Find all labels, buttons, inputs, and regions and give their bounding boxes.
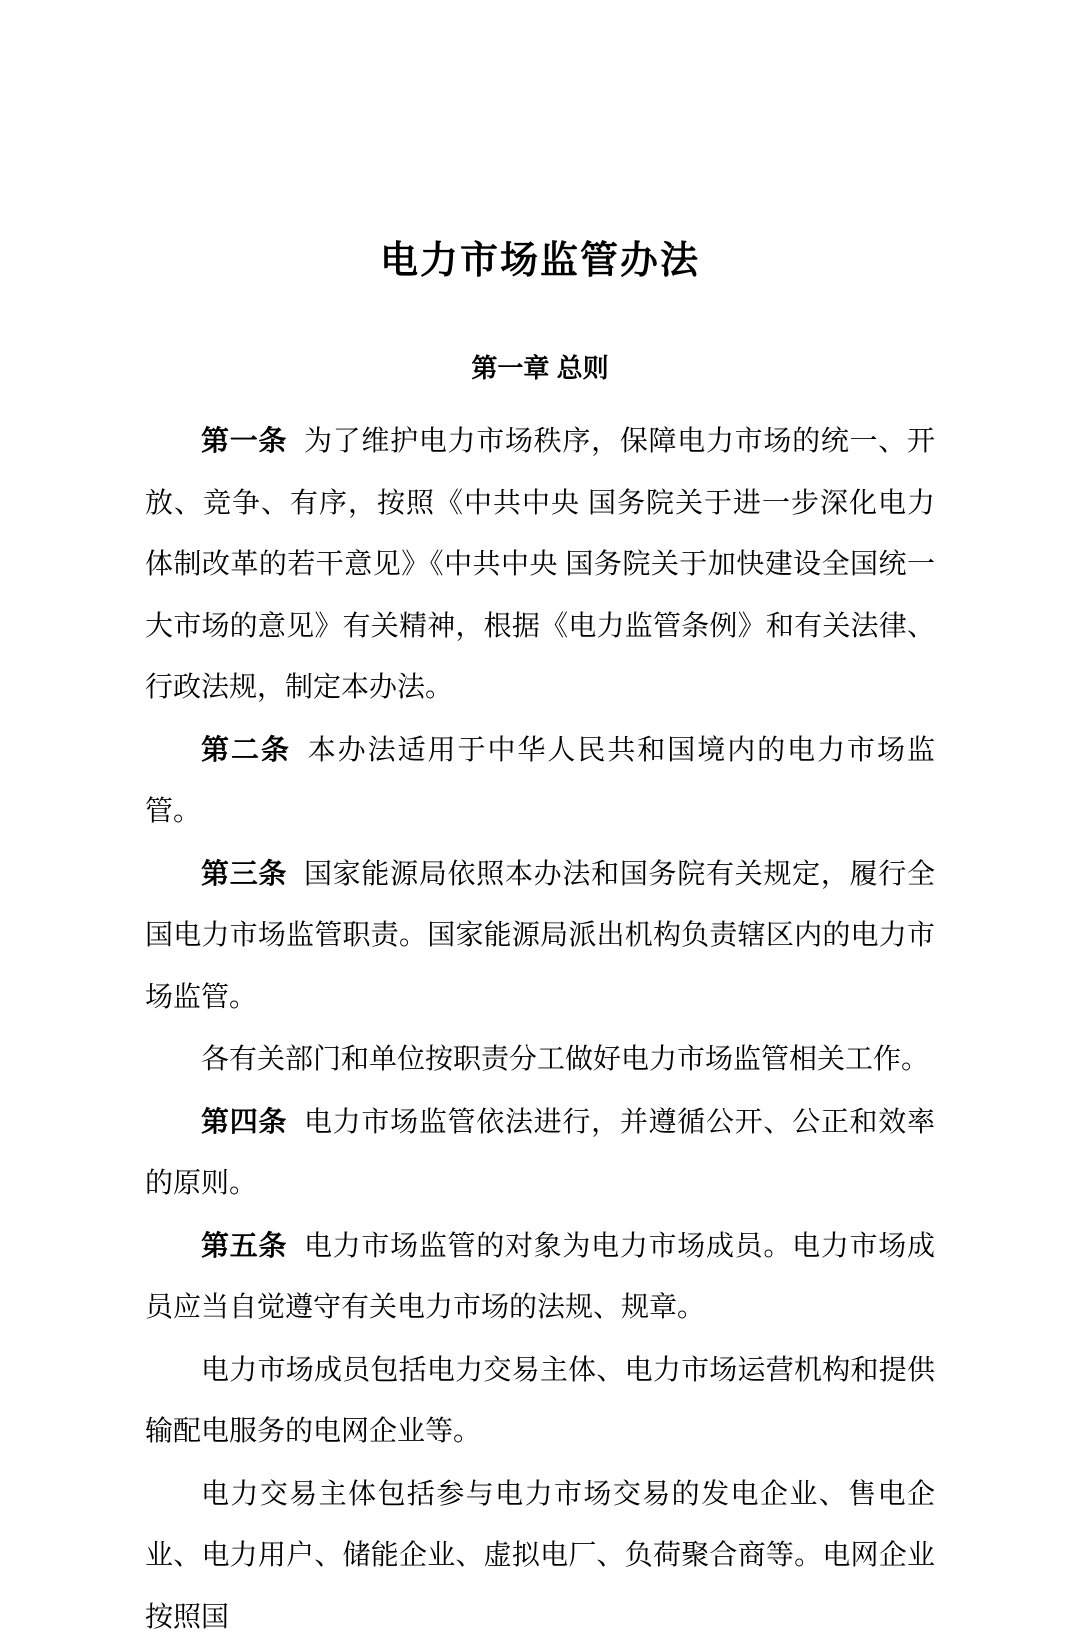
paragraph-text: 各有关部门和单位按职责分工做好电力市场监管相关工作。 <box>201 1044 929 1075</box>
chapter-heading: 第一章 总则 <box>145 352 935 384</box>
paragraph <box>145 1339 935 1463</box>
paragraph-text: 电力市场监管的对象为电力市场成员。电力市场成员应当自觉遵守有关电力市场的法规、规章。 <box>145 1231 935 1324</box>
paragraph-text: 为了维护电力市场秩序，保障电力市场的统一、开放、竞争、有序，按照《中共中央 国务院关于进一步深化电力体制改革的若干意见》《中共中央 国务院关于加快建设全国统一大市场的意见》有关精神，根据《电力监管条例》和有关法律、行政法规，制定本办法。 <box>145 426 935 703</box>
paragraph-text: 国家能源局依照本办法和国务院有关规定，履行全国电力市场监管职责。国家能源局派出机构负责辖区内的电力市场监管。 <box>145 859 935 1013</box>
paragraph-text: 电力市场成员包括电力交易主体、电力市场运营机构和提供输配电服务的电网企业等。 <box>145 1355 935 1448</box>
paragraph-text: 电力交易主体包括参与电力市场交易的发电企业、售电企业、电力用户、储能企业、虚拟电厂、负荷聚合商等。电网企业按照国 <box>145 1479 935 1633</box>
paragraph <box>145 1463 935 1648</box>
article-number: 第四条 <box>201 1106 287 1137</box>
paragraph <box>145 719 935 843</box>
paragraph <box>145 410 935 719</box>
document-title: 电力市场监管办法 <box>145 238 935 284</box>
paragraph <box>145 843 935 1029</box>
article-number: 第一条 <box>201 425 287 456</box>
article-number: 第二条 <box>201 734 291 765</box>
paragraph-text: 本办法适用于中华人民共和国境内的电力市场监管。 <box>145 735 935 828</box>
paragraph <box>145 1091 935 1215</box>
paragraph <box>145 1215 935 1339</box>
article-number: 第五条 <box>201 1230 287 1261</box>
document-body <box>145 410 935 1648</box>
article-number: 第三条 <box>201 858 287 889</box>
paragraph-text: 电力市场监管依法进行，并遵循公开、公正和效率的原则。 <box>145 1107 935 1200</box>
paragraph <box>145 1028 935 1091</box>
